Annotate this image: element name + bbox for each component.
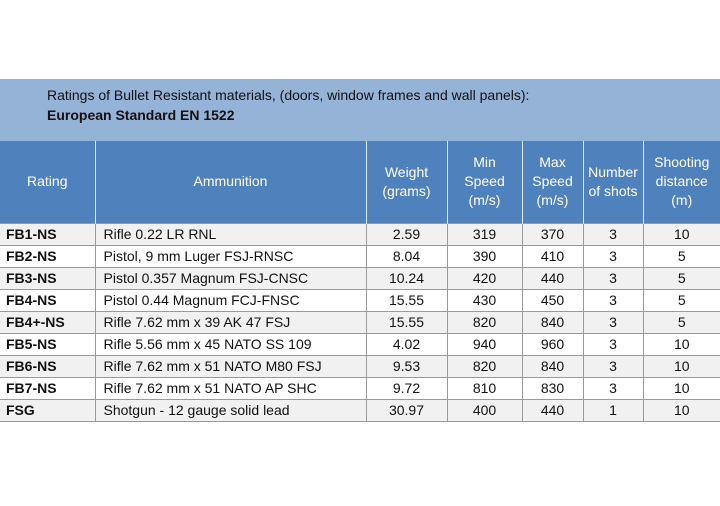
table-row [0,289,720,311]
weight-cell: 30.97 [366,399,447,421]
min-speed-cell: 810 [447,377,522,399]
min-speed-cell: 820 [447,311,522,333]
rating-header [0,141,95,223]
shots-cell: 3 [583,311,643,333]
ammunition-cell: Rifle 7.62 mm x 39 AK 47 FSJ [95,311,366,333]
table-row [0,245,720,267]
max-speed-header [522,141,583,223]
table-caption [0,79,720,141]
shooting-distance-header [643,141,720,223]
table-row [0,311,720,333]
min-speed-cell: 400 [447,399,522,421]
distance-cell: 10 [643,223,720,245]
header-text: (m/s) [536,192,569,209]
ratings-table [0,141,720,422]
caption-line-2: European Standard EN 1522 [47,107,235,123]
distance-cell: 5 [643,311,720,333]
weight-cell: 4.02 [366,333,447,355]
shots-cell: 3 [583,289,643,311]
rating-cell: FB3-NS [0,267,95,289]
header-text: (m) [671,192,693,209]
min-speed-cell: 940 [447,333,522,355]
min-speed-cell: 390 [447,245,522,267]
header-text: (grams) [382,182,431,199]
min-speed-cell: 430 [447,289,522,311]
ammunition-cell: Pistol 0.357 Magnum FSJ-CNSC [95,267,366,289]
ammunition-cell: Rifle 7.62 mm x 51 NATO M80 FSJ [95,355,366,377]
distance-cell: 5 [643,267,720,289]
table-row [0,267,720,289]
distance-cell: 10 [643,399,720,421]
weight-cell: 15.55 [366,289,447,311]
header-text: of shots [588,182,638,199]
rating-cell: FB2-NS [0,245,95,267]
weight-cell: 9.72 [366,377,447,399]
number-of-shots-header [583,141,643,223]
shots-cell: 3 [583,355,643,377]
max-speed-cell: 840 [522,355,583,377]
weight-header [366,141,447,223]
rating-cell: FB7-NS [0,377,95,399]
ammunition-cell: Rifle 7.62 mm x 51 NATO AP SHC [95,377,366,399]
distance-cell: 5 [643,245,720,267]
header-text: Ammunition [193,173,268,190]
max-speed-cell: 440 [522,399,583,421]
weight-cell: 8.04 [366,245,447,267]
header-text: Speed [532,173,573,190]
table-body [0,223,720,421]
max-speed-cell: 440 [522,267,583,289]
rating-cell: FB5-NS [0,333,95,355]
rating-cell: FB6-NS [0,355,95,377]
rating-cell: FB4-NS [0,289,95,311]
table-row [0,355,720,377]
table-row [0,377,720,399]
min-speed-header [447,141,522,223]
weight-cell: 10.24 [366,267,447,289]
rating-cell: FB4+-NS [0,311,95,333]
rating-cell: FB1-NS [0,223,95,245]
min-speed-cell: 319 [447,223,522,245]
ammunition-header [95,141,366,223]
table-row [0,333,720,355]
distance-cell: 10 [643,355,720,377]
header-text: Weight [384,163,429,180]
shots-cell: 3 [583,377,643,399]
max-speed-cell: 410 [522,245,583,267]
distance-cell: 10 [643,333,720,355]
shots-cell: 3 [583,267,643,289]
header-text: distance [655,173,708,190]
header-text: Rating [27,173,68,190]
header-text: Min [473,154,496,171]
max-speed-cell: 830 [522,377,583,399]
rating-cell: FSG [0,399,95,421]
header-text: Max [539,154,566,171]
weight-cell: 9.53 [366,355,447,377]
header-text: Speed [464,173,505,190]
min-speed-cell: 820 [447,355,522,377]
shots-cell: 1 [583,399,643,421]
weight-cell: 2.59 [366,223,447,245]
ammunition-cell: Rifle 5.56 mm x 45 NATO SS 109 [95,333,366,355]
ammunition-cell: Pistol, 9 mm Luger FSJ-RNSC [95,245,366,267]
max-speed-cell: 840 [522,311,583,333]
max-speed-cell: 370 [522,223,583,245]
ammunition-cell: Rifle 0.22 LR RNL [95,223,366,245]
shots-cell: 3 [583,223,643,245]
ammunition-cell: Pistol 0.44 Magnum FCJ-FNSC [95,289,366,311]
shots-cell: 3 [583,333,643,355]
min-speed-cell: 420 [447,267,522,289]
max-speed-cell: 450 [522,289,583,311]
header-text: (m/s) [468,192,501,209]
header-text: Number [588,163,638,180]
max-speed-cell: 960 [522,333,583,355]
ammunition-cell: Shotgun - 12 gauge solid lead [95,399,366,421]
distance-cell: 10 [643,377,720,399]
caption-line-1: Ratings of Bullet Resistant materials, (doors, window frames and wall panels): [47,87,530,103]
table-row [0,223,720,245]
shots-cell: 3 [583,245,643,267]
header-text: Shooting [654,154,710,171]
distance-cell: 5 [643,289,720,311]
weight-cell: 15.55 [366,311,447,333]
header-row [0,141,720,223]
table-row [0,399,720,421]
